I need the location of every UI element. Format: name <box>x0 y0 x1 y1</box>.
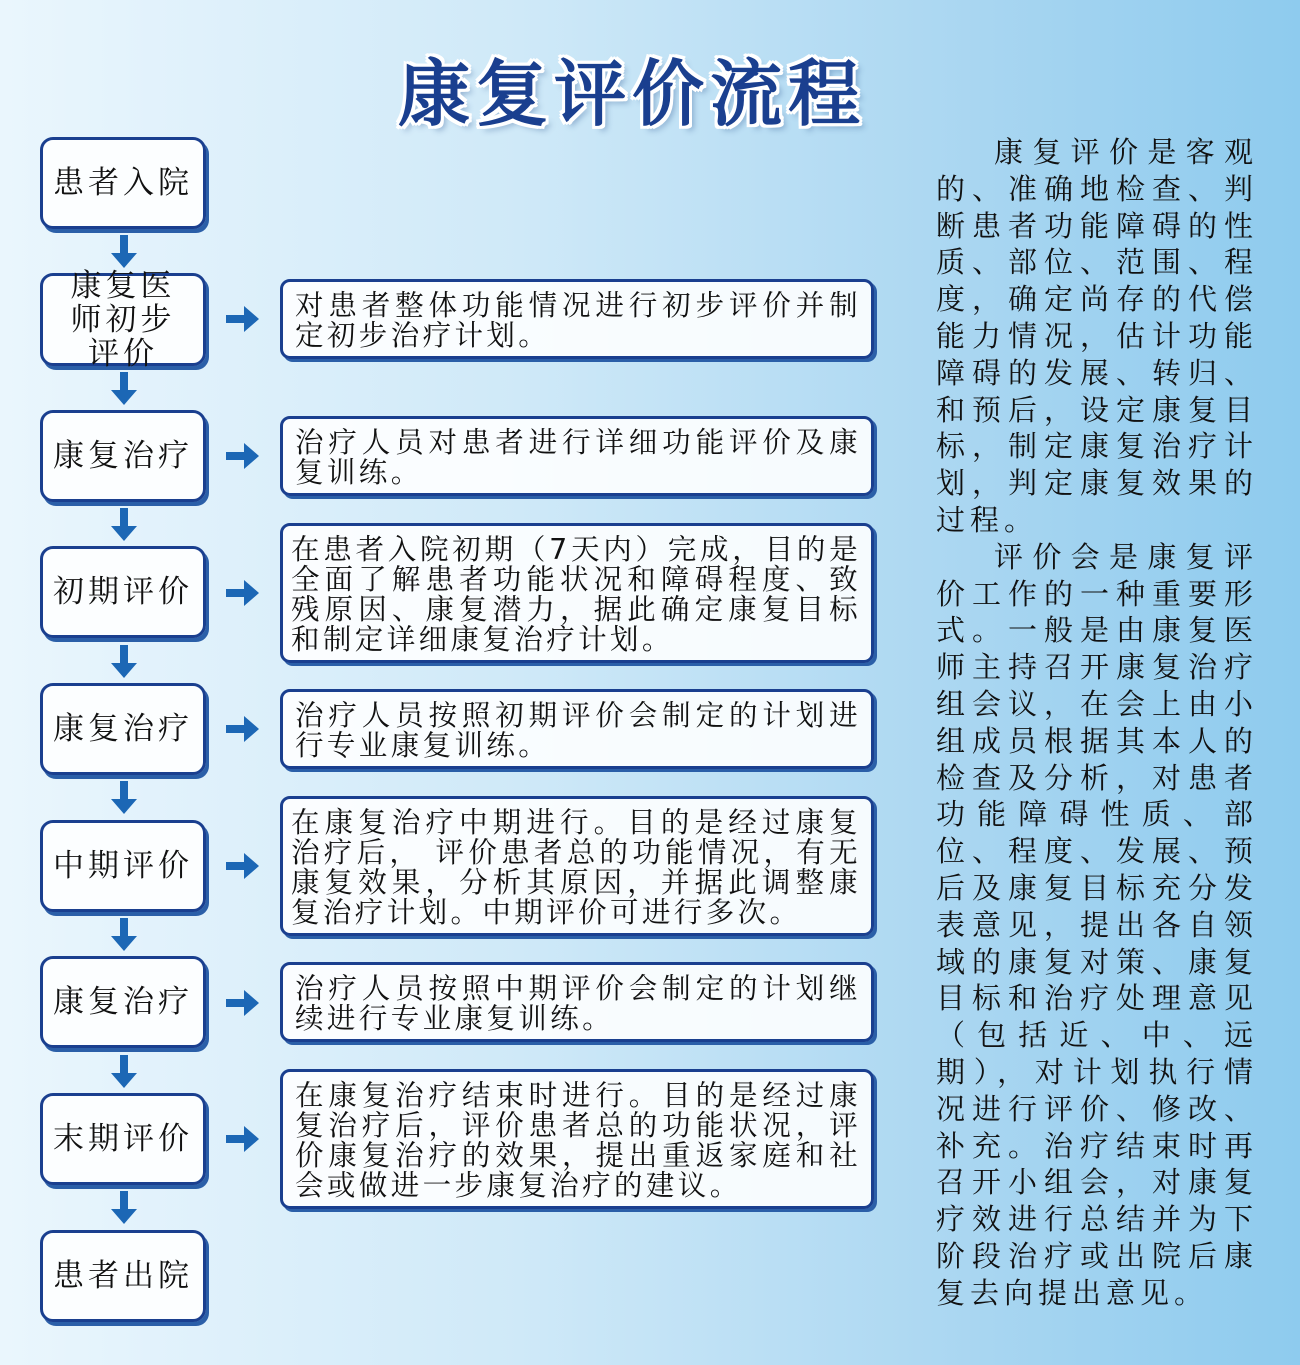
description-box-treatment-1 <box>280 416 874 496</box>
description-box-treatment-3 <box>280 962 874 1042</box>
description-text: 治疗人员对患者进行详细功能评价及康复训练。 <box>295 426 861 489</box>
step-box-discharge <box>40 1230 206 1322</box>
down-arrow-icon <box>109 1191 139 1225</box>
step-box-final-evaluation <box>40 1093 206 1185</box>
step-label: 患者入院 <box>53 165 193 201</box>
page-title: 康复评价流程 <box>397 52 866 136</box>
right-arrow-icon <box>226 304 260 334</box>
step-label: 患者出院 <box>53 1258 193 1294</box>
step-box-treatment-3 <box>40 956 206 1048</box>
description-box-initial-physician-evaluation <box>280 279 874 359</box>
description-text: 在患者入院初期（7天内）完成，目的是全面了解患者功能状况和障碍程度、致残原因、康复潜力，据此确定康复目标和制定详细康复治疗计划。 <box>291 533 861 656</box>
step-box-initial-physician-evaluation <box>40 267 206 372</box>
down-arrow-icon <box>109 1055 139 1089</box>
description-box-interim-evaluation <box>280 796 874 936</box>
right-arrow-icon <box>226 988 260 1018</box>
step-box-initial-evaluation <box>40 546 206 638</box>
right-arrow-icon <box>226 714 260 744</box>
down-arrow-icon <box>109 645 139 679</box>
explanation-paragraph: 康复评价是客观的、准确地检查、判断患者功能障碍的性质、部位、范围、程度，确定尚存的代偿能力情况，估计功能障碍的发展、转归、和预后，设定康复目标，制定康复治疗计划，判定康复效果的过程。 <box>936 135 1258 537</box>
description-box-treatment-2 <box>280 689 874 769</box>
description-box-initial-evaluation <box>280 523 874 663</box>
description-text: 治疗人员按照初期评价会制定的计划进行专业康复训练。 <box>295 699 861 762</box>
down-arrow-icon <box>109 508 139 542</box>
step-label: 中期评价 <box>53 848 193 884</box>
step-label: 康复治疗 <box>53 711 193 747</box>
step-box-treatment-1 <box>40 410 206 502</box>
step-label: 康复治疗 <box>53 984 193 1020</box>
right-arrow-icon <box>226 851 260 881</box>
step-box-treatment-2 <box>40 683 206 775</box>
description-text: 在康复治疗中期进行。目的是经过康复治疗后， 评价患者总的功能情况，有无康复效果，分析其原因，并据此调整康复治疗计划。中期评价可进行多次。 <box>291 806 861 929</box>
explanation-paragraph: 评价会是康复评价工作的一种重要形式。一般是由康复医师主持召开康复治疗组会议，在会上由小组成员根据其本人的检查及分析，对患者功能障碍性质、部位、程度、发展、预后及康复目标充分发表意见，提出各自领域的康复对策、康复目标和治疗处理意见（包括近、中、远期），对计划执行情况进行评价、修改、补充。治疗结束时再召开小组会，对康复疗效进行总结并为下阶段治疗或出院后康复去向提出意见。 <box>936 539 1258 1310</box>
description-box-final-evaluation <box>280 1069 874 1209</box>
down-arrow-icon <box>109 372 139 406</box>
down-arrow-icon <box>109 235 139 269</box>
description-text: 对患者整体功能情况进行初步评价并制定初步治疗计划。 <box>295 289 861 352</box>
step-box-interim-evaluation <box>40 820 206 912</box>
description-text: 在康复治疗结束时进行。目的是经过康复治疗后，评价患者总的功能状况，评价康复治疗的效果，提出重返家庭和社会或做进一步康复治疗的建议。 <box>295 1079 861 1202</box>
down-arrow-icon <box>109 781 139 815</box>
explanation-text <box>936 134 1258 1312</box>
down-arrow-icon <box>109 918 139 952</box>
step-label: 康复医师初步评价 <box>70 267 176 372</box>
step-label: 初期评价 <box>53 574 193 610</box>
step-label: 末期评价 <box>53 1121 193 1157</box>
step-box-admission <box>40 137 206 229</box>
right-arrow-icon <box>226 441 260 471</box>
step-label: 康复治疗 <box>53 438 193 474</box>
right-arrow-icon <box>226 578 260 608</box>
right-arrow-icon <box>226 1124 260 1154</box>
description-text: 治疗人员按照中期评价会制定的计划继续进行专业康复训练。 <box>295 972 861 1035</box>
